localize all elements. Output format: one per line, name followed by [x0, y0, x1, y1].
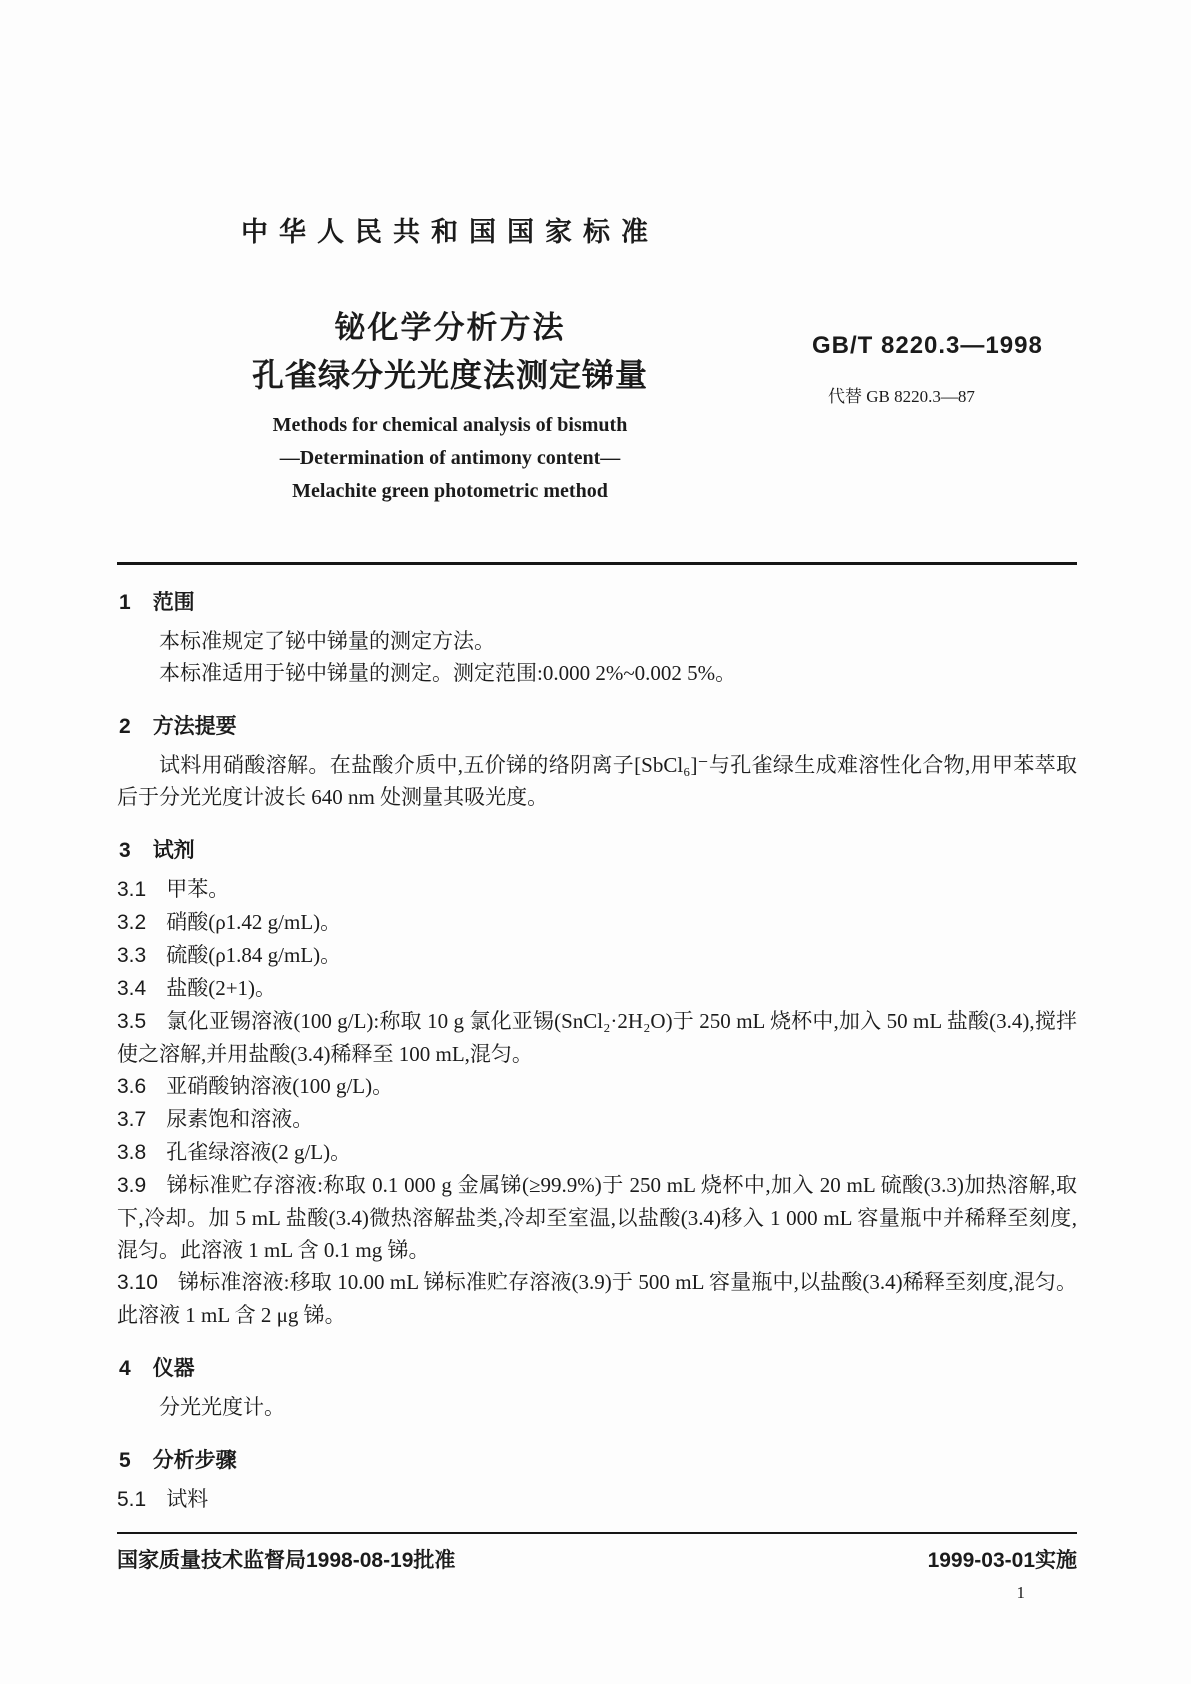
- supersedes-note: 代替 GB 8220.3—87: [828, 387, 975, 406]
- item-text: 硫酸(ρ1.84 g/mL)。: [166, 943, 342, 967]
- document-title-line1: 铋化学分析方法: [334, 310, 566, 345]
- item-number: 3.10: [117, 1271, 158, 1294]
- subsection-title: 试料: [166, 1487, 209, 1511]
- section-heading-apparatus: [119, 1357, 1077, 1381]
- standard-label: 中华人民共和国国家标准: [241, 217, 659, 247]
- section-number: 4: [119, 1357, 131, 1380]
- section-title: 分析步骤: [152, 1449, 237, 1472]
- item-text: 硝酸(ρ1.42 g/mL)。: [166, 910, 342, 934]
- section-number: 3: [119, 839, 131, 862]
- item-number: 3.6: [117, 1075, 147, 1098]
- paragraph: 试料用硝酸溶解。在盐酸介质中,五价锑的络阴离子[SbCl₆]⁻与孔雀绿生成难溶性化合物,用甲苯萃取后于分光光度计波长 640 nm 处测量其吸光度。: [117, 753, 1077, 809]
- section-heading-method-summary: [119, 715, 1077, 739]
- section-number: 1: [119, 591, 131, 614]
- english-title-line1: Methods for chemical analysis of bismuth: [272, 414, 628, 436]
- english-title-line2: —Determination of antimony content—: [279, 447, 621, 469]
- item-text: 氯化亚锡溶液(100 g/L):称取 10 g 氯化亚锡(SnCl₂·2H₂O)于 250 mL 烧杯中,加入 50 mL 盐酸(3.4),搅拌使之溶解,并用盐酸(3.4)稀释至 100 mL,混匀。: [117, 1009, 1077, 1066]
- section-heading-reagents: [119, 839, 1077, 863]
- item-text: 盐酸(2+1)。: [166, 976, 277, 1000]
- document-title-line2: 孔雀绿分光光度法测定锑量: [251, 357, 648, 393]
- footer-divider: [117, 1532, 1077, 1534]
- item-number: 3.2: [117, 911, 147, 934]
- english-title-line3: Melachite green photometric method: [292, 480, 608, 502]
- subsection-number: 5.1: [117, 1488, 147, 1511]
- section-title: 仪器: [152, 1357, 195, 1380]
- item-text: 孔雀绿溶液(2 g/L)。: [166, 1140, 352, 1164]
- reagent-item: [117, 1070, 1077, 1103]
- footer: [117, 1544, 1077, 1574]
- item-text: 尿素饱和溶液。: [166, 1107, 314, 1131]
- item-number: 3.7: [117, 1108, 147, 1131]
- section-heading-procedure: [119, 1449, 1077, 1473]
- reagent-item: [117, 972, 1077, 1005]
- section-title: 范围: [152, 591, 195, 614]
- item-number: 3.3: [117, 944, 147, 967]
- standard-number: GB/T 8220.3—1998: [812, 332, 1043, 359]
- item-text: 锑标准贮存溶液:称取 0.1 000 g 金属锑(≥99.9%)于 250 mL 烧杯中,加入 20 mL 硫酸(3.3)加热溶解,取下,冷却。加 5 mL 盐酸(3.4)微热溶解盐类,冷却至室温,以盐酸(3.4)移入 1 000 mL 容量瓶中并稀释至刻度,混匀。此溶液 1 mL 含 0.1 mg 锑。: [117, 1173, 1077, 1262]
- paragraph: 本标准适用于铋中锑量的测定。测定范围:0.000 2%~0.002 5%。: [159, 661, 737, 685]
- section-number: 2: [119, 715, 131, 738]
- subsection-heading: [117, 1483, 1077, 1516]
- item-number: 3.4: [117, 977, 147, 1000]
- item-text: 甲苯。: [166, 877, 230, 901]
- section-heading-scope: [119, 591, 1077, 615]
- section-number: 5: [119, 1449, 131, 1472]
- approval-note: 国家质量技术监督局1998-08-19批准: [117, 1549, 456, 1572]
- reagent-item: [117, 1136, 1077, 1169]
- item-text: 锑标准溶液:移取 10.00 mL 锑标准贮存溶液(3.9)于 500 mL 容量瓶中,以盐酸(3.4)稀释至刻度,混匀。此溶液 1 mL 含 2 μg 锑。: [117, 1270, 1077, 1327]
- reagent-item: [117, 939, 1077, 972]
- reagent-item: [117, 1005, 1077, 1070]
- implementation-note: 1999-03-01实施: [927, 1549, 1077, 1572]
- document-body: [117, 562, 1077, 1516]
- header-divider: [117, 562, 1077, 565]
- item-number: 3.8: [117, 1141, 147, 1164]
- item-number: 3.5: [117, 1010, 147, 1033]
- reagent-list: [117, 873, 1077, 1331]
- section-title: 试剂: [152, 839, 195, 862]
- reagent-item: [117, 873, 1077, 906]
- item-number: 3.1: [117, 878, 147, 901]
- page-number: 1: [1016, 1583, 1025, 1602]
- reagent-item: [117, 1266, 1077, 1331]
- item-text: 亚硝酸钠溶液(100 g/L)。: [166, 1074, 394, 1098]
- paragraph: 本标准规定了铋中锑量的测定方法。: [159, 629, 495, 653]
- paragraph: 分光光度计。: [159, 1395, 285, 1419]
- reagent-item: [117, 1169, 1077, 1266]
- reagent-item: [117, 1103, 1077, 1136]
- item-number: 3.9: [117, 1174, 147, 1197]
- section-title: 方法提要: [152, 715, 237, 738]
- reagent-item: [117, 906, 1077, 939]
